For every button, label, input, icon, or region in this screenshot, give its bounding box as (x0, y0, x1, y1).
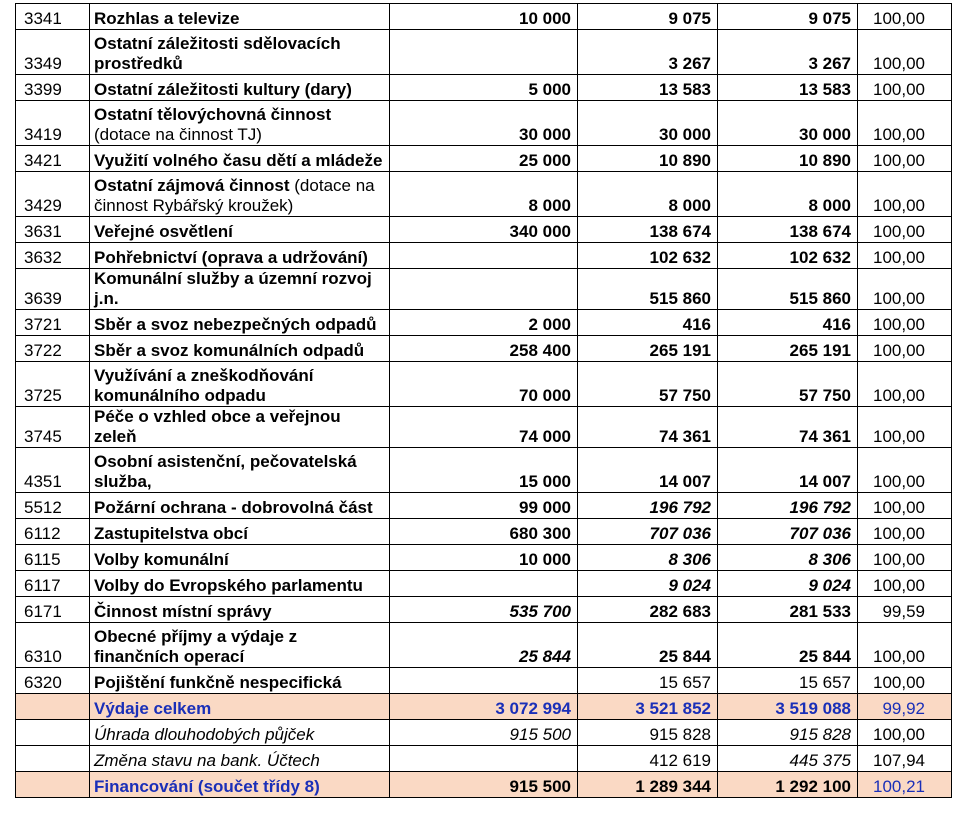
table-row (16, 269, 952, 310)
row-name: Pohřebnictví (oprava a udržování) (90, 243, 390, 269)
row-name: Sběr a svoz komunálních odpadů (90, 336, 390, 362)
row-name: Ostatní zájmová činnost (dotace na činnost Rybářský kroužek) (90, 172, 390, 217)
row-percent: 100,00 (858, 101, 952, 146)
row-percent: 100,00 (858, 146, 952, 172)
row-budget: 915 500 (390, 720, 578, 746)
row-name: Volby komunální (90, 545, 390, 571)
row-percent: 100,00 (858, 172, 952, 217)
row-budget: 30 000 (390, 101, 578, 146)
row-adjusted: 13 583 (578, 75, 718, 101)
row-percent: 100,00 (858, 4, 952, 30)
row-name: Osobní asistenční, pečovatelská služba, (90, 448, 390, 493)
row-name: Volby do Evropského parlamentu (90, 571, 390, 597)
row-budget: 8 000 (390, 172, 578, 217)
row-percent: 100,00 (858, 720, 952, 746)
row-actual: 30 000 (718, 101, 858, 146)
row-adjusted: 9 075 (578, 4, 718, 30)
row-code (16, 772, 90, 798)
summary-row-bank-balance-change (16, 746, 952, 772)
row-code: 3421 (16, 146, 90, 172)
row-budget: 25 000 (390, 146, 578, 172)
summary-row-expenses-total (16, 694, 952, 720)
row-actual: 74 361 (718, 407, 858, 448)
row-actual: 3 267 (718, 30, 858, 75)
row-budget (390, 571, 578, 597)
table-row (16, 545, 952, 571)
row-code (16, 694, 90, 720)
row-adjusted: 416 (578, 310, 718, 336)
row-actual: 915 828 (718, 720, 858, 746)
row-name: Obecné příjmy a výdaje z finančních operací (90, 623, 390, 668)
row-percent: 100,00 (858, 519, 952, 545)
row-adjusted: 10 890 (578, 146, 718, 172)
row-percent: 99,92 (858, 694, 952, 720)
row-code: 4351 (16, 448, 90, 493)
row-adjusted: 196 792 (578, 493, 718, 519)
row-actual: 281 533 (718, 597, 858, 623)
row-percent: 100,21 (858, 772, 952, 798)
row-name: Veřejné osvětlení (90, 217, 390, 243)
row-adjusted: 915 828 (578, 720, 718, 746)
table-row (16, 172, 952, 217)
row-adjusted: 8 000 (578, 172, 718, 217)
row-adjusted: 3 521 852 (578, 694, 718, 720)
row-budget: 2 000 (390, 310, 578, 336)
table-row (16, 310, 952, 336)
row-percent: 100,00 (858, 75, 952, 101)
row-name: Využití volného času dětí a mládeže (90, 146, 390, 172)
table-row (16, 362, 952, 407)
table-row (16, 623, 952, 668)
table-row (16, 668, 952, 694)
row-name: Činnost místní správy (90, 597, 390, 623)
row-code: 6117 (16, 571, 90, 597)
row-actual: 138 674 (718, 217, 858, 243)
row-budget: 10 000 (390, 4, 578, 30)
row-percent: 100,00 (858, 243, 952, 269)
row-actual: 265 191 (718, 336, 858, 362)
row-code: 3722 (16, 336, 90, 362)
row-budget: 10 000 (390, 545, 578, 571)
row-percent: 100,00 (858, 269, 952, 310)
row-actual: 416 (718, 310, 858, 336)
row-percent: 99,59 (858, 597, 952, 623)
row-adjusted: 102 632 (578, 243, 718, 269)
row-name: Péče o vzhled obce a veřejnou zeleň (90, 407, 390, 448)
row-code: 3349 (16, 30, 90, 75)
row-budget (390, 30, 578, 75)
row-name: Sběr a svoz nebezpečných odpadů (90, 310, 390, 336)
row-budget: 3 072 994 (390, 694, 578, 720)
row-adjusted: 1 289 344 (578, 772, 718, 798)
row-name: Využívání a zneškodňování komunálního odpadu (90, 362, 390, 407)
row-adjusted: 30 000 (578, 101, 718, 146)
row-budget: 70 000 (390, 362, 578, 407)
table-row (16, 75, 952, 101)
row-actual: 9 075 (718, 4, 858, 30)
row-name: Zastupitelstva obcí (90, 519, 390, 545)
row-budget: 340 000 (390, 217, 578, 243)
row-actual: 15 657 (718, 668, 858, 694)
row-adjusted: 265 191 (578, 336, 718, 362)
row-name: Výdaje celkem (90, 694, 390, 720)
table-row (16, 519, 952, 545)
row-code: 6320 (16, 668, 90, 694)
row-code: 3639 (16, 269, 90, 310)
row-adjusted: 9 024 (578, 571, 718, 597)
row-percent: 100,00 (858, 623, 952, 668)
budget-table (15, 3, 952, 798)
row-code: 6115 (16, 545, 90, 571)
row-percent: 100,00 (858, 407, 952, 448)
row-budget (390, 269, 578, 310)
row-name: Změna stavu na bank. Účtech (90, 746, 390, 772)
row-percent: 100,00 (858, 217, 952, 243)
row-name: Ostatní tělovýchovná činnost (dotace na činnost TJ) (90, 101, 390, 146)
row-budget: 5 000 (390, 75, 578, 101)
row-budget: 25 844 (390, 623, 578, 668)
row-name: Požární ochrana - dobrovolná část (90, 493, 390, 519)
row-actual: 8 306 (718, 545, 858, 571)
row-code: 3721 (16, 310, 90, 336)
row-actual: 445 375 (718, 746, 858, 772)
row-name: Rozhlas a televize (90, 4, 390, 30)
row-code: 3725 (16, 362, 90, 407)
row-code: 3429 (16, 172, 90, 217)
row-actual: 14 007 (718, 448, 858, 493)
row-actual: 515 860 (718, 269, 858, 310)
summary-row-financing-total (16, 772, 952, 798)
table-row (16, 571, 952, 597)
row-budget: 99 000 (390, 493, 578, 519)
row-code: 5512 (16, 493, 90, 519)
row-actual: 8 000 (718, 172, 858, 217)
row-actual: 10 890 (718, 146, 858, 172)
table-row (16, 597, 952, 623)
row-adjusted: 282 683 (578, 597, 718, 623)
row-budget: 258 400 (390, 336, 578, 362)
row-budget: 74 000 (390, 407, 578, 448)
row-code: 3745 (16, 407, 90, 448)
row-budget: 680 300 (390, 519, 578, 545)
row-code (16, 746, 90, 772)
row-adjusted: 15 657 (578, 668, 718, 694)
row-percent: 100,00 (858, 362, 952, 407)
table-row (16, 30, 952, 75)
row-code: 3632 (16, 243, 90, 269)
summary-row-loan-repayment (16, 720, 952, 746)
row-name: Pojištění funkčně nespecifická (90, 668, 390, 694)
row-code: 3631 (16, 217, 90, 243)
row-actual: 1 292 100 (718, 772, 858, 798)
table-row (16, 146, 952, 172)
row-actual: 102 632 (718, 243, 858, 269)
row-adjusted: 25 844 (578, 623, 718, 668)
row-name: Úhrada dlouhodobých půjček (90, 720, 390, 746)
row-budget: 15 000 (390, 448, 578, 493)
row-percent: 100,00 (858, 545, 952, 571)
table-row (16, 101, 952, 146)
row-code: 6310 (16, 623, 90, 668)
row-percent: 100,00 (858, 336, 952, 362)
table-row (16, 336, 952, 362)
row-adjusted: 3 267 (578, 30, 718, 75)
row-percent: 100,00 (858, 668, 952, 694)
row-percent: 100,00 (858, 448, 952, 493)
table-row (16, 217, 952, 243)
table-row (16, 4, 952, 30)
row-adjusted: 14 007 (578, 448, 718, 493)
row-code: 6171 (16, 597, 90, 623)
row-name: Komunální služby a územní rozvoj j.n. (90, 269, 390, 310)
row-budget (390, 668, 578, 694)
row-budget (390, 746, 578, 772)
row-adjusted: 74 361 (578, 407, 718, 448)
row-adjusted: 138 674 (578, 217, 718, 243)
row-actual: 196 792 (718, 493, 858, 519)
row-budget: 535 700 (390, 597, 578, 623)
table-row (16, 243, 952, 269)
row-actual: 9 024 (718, 571, 858, 597)
row-percent: 100,00 (858, 310, 952, 336)
row-actual: 13 583 (718, 75, 858, 101)
row-name: Ostatní záležitosti sdělovacích prostředků (90, 30, 390, 75)
row-actual: 3 519 088 (718, 694, 858, 720)
row-budget: 915 500 (390, 772, 578, 798)
row-adjusted: 8 306 (578, 545, 718, 571)
row-adjusted: 412 619 (578, 746, 718, 772)
row-adjusted: 515 860 (578, 269, 718, 310)
row-actual: 57 750 (718, 362, 858, 407)
row-adjusted: 57 750 (578, 362, 718, 407)
row-percent: 107,94 (858, 746, 952, 772)
row-name: Financování (součet třídy 8) (90, 772, 390, 798)
row-name: Ostatní záležitosti kultury (dary) (90, 75, 390, 101)
row-code (16, 720, 90, 746)
row-code: 3399 (16, 75, 90, 101)
table-row (16, 448, 952, 493)
row-adjusted: 707 036 (578, 519, 718, 545)
row-code: 6112 (16, 519, 90, 545)
table-row (16, 407, 952, 448)
row-percent: 100,00 (858, 571, 952, 597)
table-row (16, 493, 952, 519)
row-code: 3341 (16, 4, 90, 30)
row-budget (390, 243, 578, 269)
row-actual: 25 844 (718, 623, 858, 668)
row-code: 3419 (16, 101, 90, 146)
row-percent: 100,00 (858, 30, 952, 75)
row-actual: 707 036 (718, 519, 858, 545)
row-percent: 100,00 (858, 493, 952, 519)
